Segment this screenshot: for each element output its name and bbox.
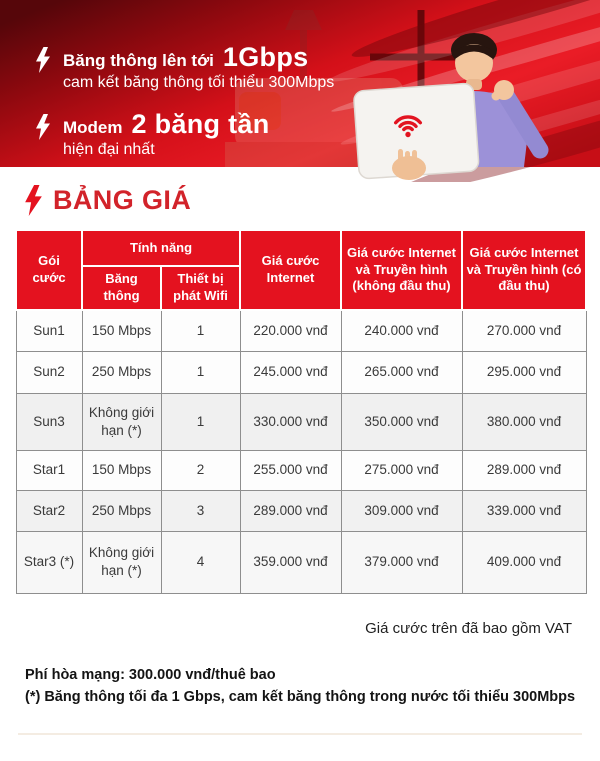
laptop bbox=[353, 83, 479, 180]
cell-price-internet-tv-no-box: 379.000 vnđ bbox=[341, 531, 462, 593]
table-row-star1 bbox=[16, 450, 586, 490]
banner-bandwidth-highlight: 1Gbps bbox=[222, 42, 309, 72]
cell-price-internet-tv-no-box: 240.000 vnđ bbox=[341, 310, 462, 351]
cell-wifi-devices: 3 bbox=[161, 490, 240, 531]
table-row-star3 bbox=[16, 531, 586, 593]
price-table-header bbox=[16, 230, 586, 310]
bandwidth-asterisk-note: (*) Băng thông tối đa 1 Gbps, cam kết băng thông trong nước tối thiểu 300Mbps bbox=[25, 688, 576, 705]
cell-package: Star1 bbox=[16, 450, 82, 490]
banner-bandwidth-subline: cam kết băng thông tối thiểu 300Mbps bbox=[63, 74, 335, 91]
col-header-features: Tính năng bbox=[82, 230, 240, 266]
lightning-icon bbox=[25, 185, 42, 216]
cell-price-internet: 220.000 vnđ bbox=[240, 310, 341, 351]
cell-price-internet-tv-no-box: 275.000 vnđ bbox=[341, 450, 462, 490]
cell-price-internet-tv-no-box: 265.000 vnđ bbox=[341, 351, 462, 393]
cell-wifi-devices: 2 bbox=[161, 450, 240, 490]
banner-text bbox=[36, 42, 334, 159]
col-header-internet-price: Giá cước Internet bbox=[240, 230, 341, 310]
cell-price-internet-tv-no-box: 350.000 vnđ bbox=[341, 393, 462, 450]
cell-package: Star2 bbox=[16, 490, 82, 531]
cell-package: Sun2 bbox=[16, 351, 82, 393]
banner-bullet-modem bbox=[36, 109, 334, 159]
banner-modem-subline: hiện đại nhất bbox=[63, 141, 155, 158]
price-table bbox=[15, 229, 587, 594]
page-title: BẢNG GIÁ bbox=[53, 184, 192, 215]
table-row-sun3 bbox=[16, 393, 586, 450]
cell-price-internet-tv-with-box: 380.000 vnđ bbox=[462, 393, 586, 450]
cell-bandwidth: 150 Mbps bbox=[82, 310, 161, 351]
cell-price-internet: 330.000 vnđ bbox=[240, 393, 341, 450]
lightning-icon bbox=[36, 114, 50, 140]
cell-wifi-devices: 1 bbox=[161, 310, 240, 351]
cell-price-internet-tv-with-box: 295.000 vnđ bbox=[462, 351, 586, 393]
col-header-internet-tv-no-box: Giá cước Internet và Truyền hình (không đầu thu) bbox=[341, 230, 462, 310]
banner-bullet-bandwidth bbox=[36, 42, 334, 92]
col-header-package: Gói cước bbox=[16, 230, 82, 310]
cell-bandwidth: 250 Mbps bbox=[82, 490, 161, 531]
banner-bandwidth-prefix: Băng thông lên tới bbox=[63, 51, 214, 70]
price-section-title bbox=[25, 182, 600, 218]
hero-banner bbox=[0, 0, 600, 167]
banner-line-modem bbox=[63, 109, 270, 140]
col-header-internet-tv-with-box: Giá cước Internet và Truyền hình (có đầu thu) bbox=[462, 230, 586, 310]
connection-fee-note: Phí hòa mạng: 300.000 vnđ/thuê bao bbox=[25, 666, 276, 683]
cell-bandwidth: 150 Mbps bbox=[82, 450, 161, 490]
bottom-divider bbox=[18, 733, 582, 735]
banner-modem-highlight: 2 băng tần bbox=[131, 109, 270, 139]
banner-modem-prefix: Modem bbox=[63, 118, 123, 137]
footer-notes bbox=[25, 664, 592, 709]
cell-bandwidth: Không giới hạn (*) bbox=[82, 393, 161, 450]
cell-package: Sun3 bbox=[16, 393, 82, 450]
cell-bandwidth: Không giới hạn (*) bbox=[82, 531, 161, 593]
table-row-sun2 bbox=[16, 351, 586, 393]
table-row-star2 bbox=[16, 490, 586, 531]
cell-price-internet-tv-no-box: 309.000 vnđ bbox=[341, 490, 462, 531]
cell-price-internet: 245.000 vnđ bbox=[240, 351, 341, 393]
cell-wifi-devices: 1 bbox=[161, 393, 240, 450]
cell-bandwidth: 250 Mbps bbox=[82, 351, 161, 393]
vat-note: Giá cước trên đã bao gồm VAT bbox=[365, 619, 572, 637]
price-table-body bbox=[16, 310, 586, 593]
cell-price-internet-tv-with-box: 289.000 vnđ bbox=[462, 450, 586, 490]
table-row-sun1 bbox=[16, 310, 586, 351]
cell-package: Sun1 bbox=[16, 310, 82, 351]
cell-wifi-devices: 1 bbox=[161, 351, 240, 393]
cell-package: Star3 (*) bbox=[16, 531, 82, 593]
cell-price-internet-tv-with-box: 339.000 vnđ bbox=[462, 490, 586, 531]
lightning-icon bbox=[36, 47, 50, 73]
cell-price-internet-tv-with-box: 270.000 vnđ bbox=[462, 310, 586, 351]
col-header-wifi-devices: Thiết bị phát Wifi bbox=[161, 266, 240, 310]
cell-price-internet: 255.000 vnđ bbox=[240, 450, 341, 490]
cell-price-internet-tv-with-box: 409.000 vnđ bbox=[462, 531, 586, 593]
cell-wifi-devices: 4 bbox=[161, 531, 240, 593]
cell-price-internet: 289.000 vnđ bbox=[240, 490, 341, 531]
banner-line-bandwidth bbox=[63, 42, 334, 73]
cell-price-internet: 359.000 vnđ bbox=[240, 531, 341, 593]
col-header-bandwidth: Băng thông bbox=[82, 266, 161, 310]
